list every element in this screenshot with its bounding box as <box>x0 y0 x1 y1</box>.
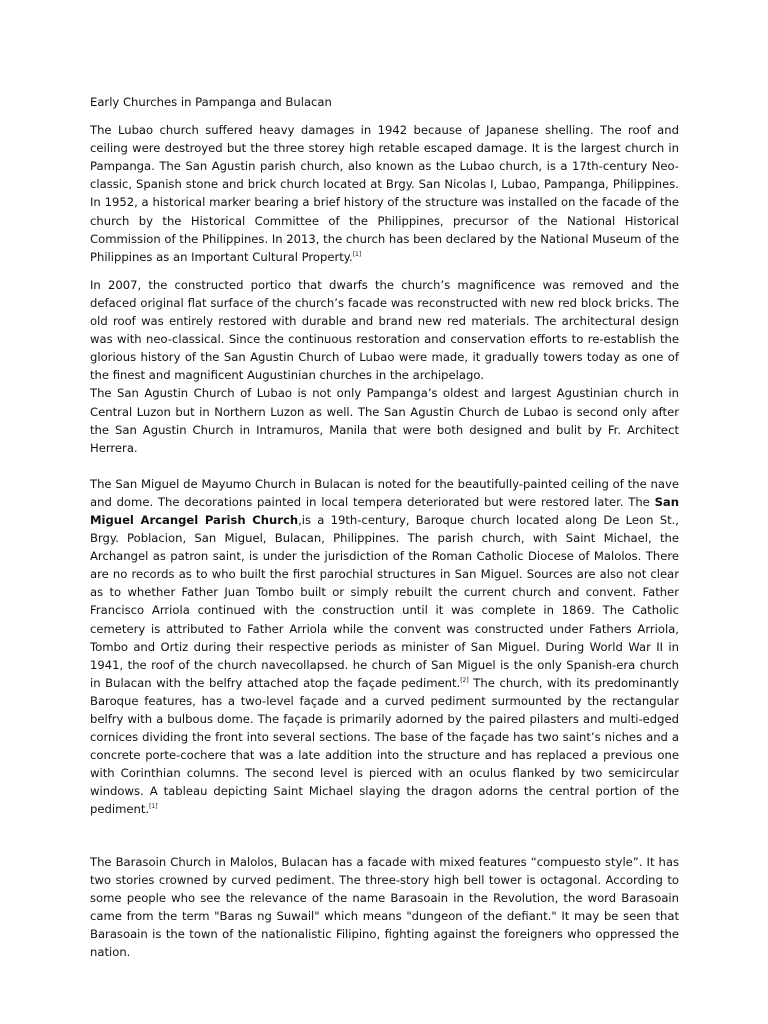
paragraph-lubao-oldest: The San Agustin Church of Lubao is not only Pampanga’s oldest and largest Agustinian church in Central Luzon but in Northern Luzon as well. The San Agustin Church de Lubao is second only after the San Agustin Church in Intramuros, Manila that were both designed and bulit by Fr. Architect Herrera. <box>90 386 679 455</box>
paragraph-portico-restoration: In 2007, the constructed portico that dwarfs the church’s magnificence was removed and the defaced original flat surface of the church’s facade was reconstructed with new red block bricks. The old roof was entirely restored with durable and brand new red materials. The architectural design was with neo-classical. Since the continuous restoration and conservation efforts to re-establish the glorious history of the San Agustin Church of Lubao were made, it gradually towers today as one of the finest and magnificent Augustinian churches in the archipelago. <box>90 277 679 383</box>
paragraph-text: ,is a 19th-century, Baroque church located along De Leon St., Brgy. Poblacion, San Miguel, Bulacan, Philippines. The parish church, with Saint Michael, the Archangel as patron saint, is under the jurisdiction of the Roman Catholic Diocese of Malolos. There are no records as to who built the first parochial structures in San Miguel. Sources are also not clear as to whether Father Juan Tombo built or simply rebuilt the current church and convent. Father Francisco Arriola continued with the construction until it was complete in 1869. The Catholic cemetery is attributed to Father Arriola while the convent was constructed under Fathers Arriola, Tombo and Ortiz during their respective periods as minister of San Miguel. During World War II in 1941, the roof of the church navecollapsed. he church of San Miguel is the only Spanish-era church in Bulacan with the belfry attached atop the façade pediment. <box>90 512 679 690</box>
citation-ref[interactable]: [2] <box>460 676 469 684</box>
document-title: Early Churches in Pampanga and Bulacan <box>90 95 332 109</box>
paragraph-text: The Lubao church suffered heavy damages in 1942 because of Japanese shelling. The roof and ceiling were destroyed but the three storey high retable escaped damage. It is the largest church in Pampanga. The San Agustin parish church, also known as the Lubao church, is a 17th-century Neo-classic, Spanish stone and brick church located at Brgy. San Nicolas I, Lubao, Pampanga, Philippines. In 1952, a historical marker bearing a brief history of the structure was installed on the facade of the church by the Historical Committee of the Philippines, precursor of the National Historical Commission of the Philippines. In 2013, the church has been declared by the National Museum of the Philippines as an Important Cultural Property. <box>90 123 679 264</box>
citation-ref[interactable]: [1] <box>352 250 362 258</box>
document-page <box>90 93 679 961</box>
paragraph-barasoain: The Barasoin Church in Malolos, Bulacan has a facade with mixed features “compuesto style”. It has two stories crowned by curved pediment. The three-story high bell tower is octagonal. According to some people who see the relevance of the name Barasoain in the Revolution, the word Barasoain came from the term "Baras ng Suwail" which means "dungeon of the defiant." It may be seen that Barasoain is the town of the nationalistic Filipino, fighting against the foreigners who oppressed the nation. <box>90 854 679 960</box>
paragraph-lubao-damage <box>90 121 679 266</box>
paragraph-san-miguel <box>90 475 679 819</box>
bold-church-name: San Miguel Arcangel Parish Church <box>90 494 679 527</box>
paragraph-text: The church, with its predominantly Baroque features, has a two-level façade and a curved pediment surmounted by the rectangular belfry with a bulbous dome. The façade is primarily adorned by the paired pilasters and multi-edged cornices dividing the front into several sections. The base of the façade has two saint’s niches and a concrete porte-cochere that was a late addition into the structure and has replaced a previous one with Corinthian columns. The second level is pierced with an oculus flanked by two semicircular windows. A tableau depicting Saint Michael slaying the dragon adorns the central portion of the pediment. <box>90 675 679 817</box>
citation-ref[interactable]: [1] <box>149 803 158 811</box>
paragraph-text: The San Miguel de Mayumo Church in Bulacan is noted for the beautifully-painted ceiling of the nave and dome. The decorations painted in local tempera deteriorated but were restored later. The <box>90 476 679 509</box>
